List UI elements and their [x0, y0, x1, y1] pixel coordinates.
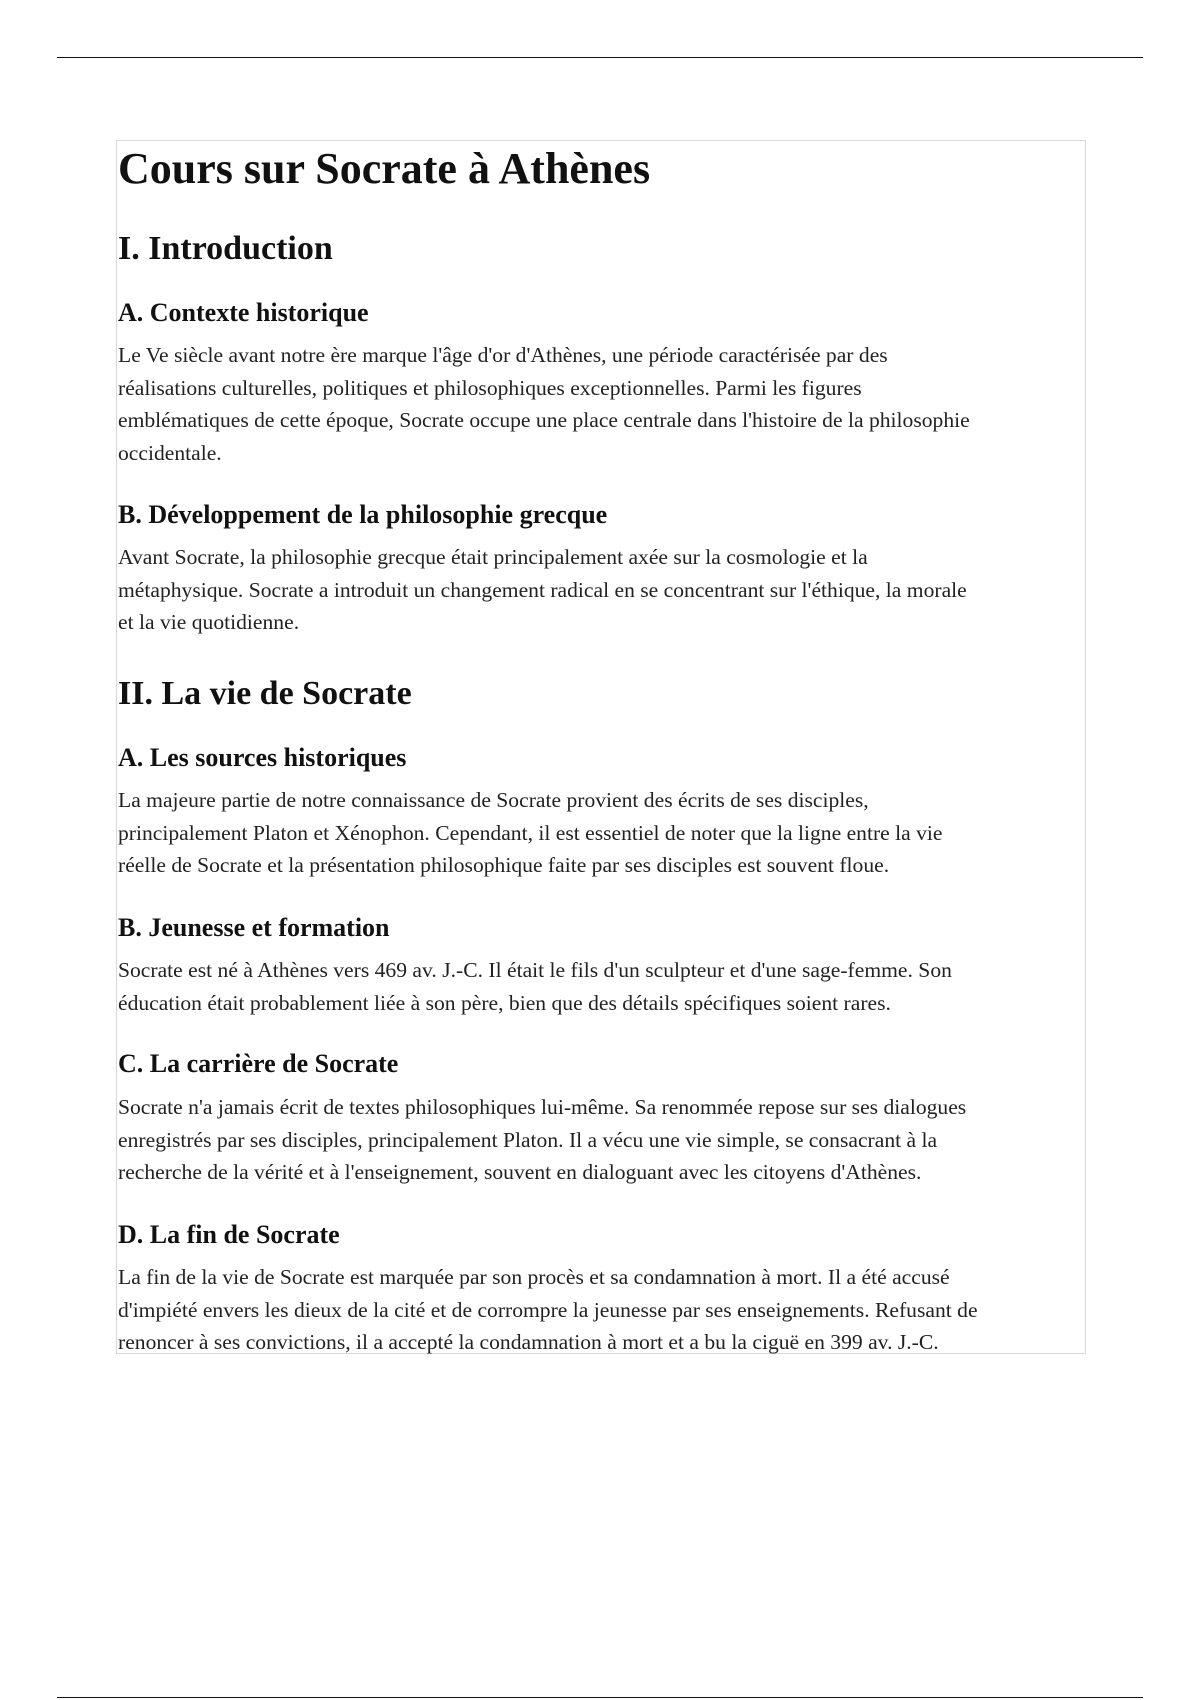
paragraph-line: La majeure partie de notre connaissance de Socrate provient des écrits de ses disciples,: [118, 788, 869, 812]
paragraph-line: métaphysique. Socrate a introduit un changement radical en se concentrant sur l'éthique, la morale: [118, 577, 967, 602]
subsection-heading-sources-historiques: A. Les sources historiques: [118, 743, 407, 772]
subsection-heading-carriere: C. La carrière de Socrate: [118, 1049, 399, 1078]
paragraph-sources-historiques: [118, 784, 1098, 882]
subsection-heading-developpement-philosophie: B. Développement de la philosophie grecque: [118, 500, 608, 529]
paragraph-fin-de-socrate: [118, 1261, 1098, 1359]
paragraph-line: renoncer à ses convictions, il a accepté la condamnation à mort et a bu la ciguë en 399 av. J.-C.: [118, 1330, 939, 1354]
paragraph-line: réelle de Socrate et la présentation philosophique faite par ses disciples est souvent floue.: [118, 853, 890, 877]
paragraph-line: Socrate n'a jamais écrit de textes philosophiques lui-même. Sa renommée repose sur ses dialogues: [118, 1095, 967, 1119]
subsection-heading-fin-de-socrate: D. La fin de Socrate: [118, 1220, 340, 1249]
paragraph-developpement-philosophie: [118, 541, 1098, 639]
section-heading-vie-de-socrate: II. La vie de Socrate: [118, 675, 412, 712]
paragraph-contexte-historique: [118, 339, 1098, 469]
paragraph-line: principalement Platon et Xénophon. Cependant, il est essentiel de noter que la ligne entre la vie: [118, 820, 943, 845]
paragraph-carriere: [118, 1091, 1098, 1189]
paragraph-line: d'impiété envers les dieux de la cité et de corrompre la jeunesse par ses enseignements. Refusant de: [118, 1297, 978, 1322]
paragraph-line: Le Ve siècle avant notre ère marque l'âge d'or d'Athènes, une période caractérisée par des: [118, 343, 888, 367]
paragraph-line: et la vie quotidienne.: [118, 610, 300, 634]
paragraph-line: La fin de la vie de Socrate est marquée par son procès et sa condamnation à mort. Il a été accusé: [118, 1265, 950, 1289]
paragraph-line: occidentale.: [118, 440, 222, 465]
paragraph-line: enregistrés par ses disciples, principalement Platon. Il a vécu une vie simple, se consacrant à la: [118, 1127, 938, 1152]
paragraph-line: emblématiques de cette époque, Socrate occupe une place centrale dans l'histoire de la philosophie: [118, 408, 970, 432]
subsection-heading-jeunesse-formation: B. Jeunesse et formation: [118, 913, 390, 942]
paragraph-jeunesse-formation: [118, 954, 1098, 1019]
paragraph-line: Avant Socrate, la philosophie grecque était principalement axée sur la cosmologie et la: [118, 545, 868, 569]
section-heading-introduction: I. Introduction: [118, 230, 333, 267]
document-frame: [116, 140, 1086, 1354]
page-top-rule: [57, 57, 1143, 58]
document-title: Cours sur Socrate à Athènes: [118, 144, 651, 193]
paragraph-line: réalisations culturelles, politiques et philosophiques exceptionnelles. Parmi les figures: [118, 375, 862, 400]
paragraph-line: Socrate est né à Athènes vers 469 av. J.-C. Il était le fils d'un sculpteur et d'une sage-femme. Son: [118, 958, 952, 982]
subsection-heading-contexte-historique: A. Contexte historique: [118, 298, 369, 327]
paragraph-line: éducation était probablement liée à son père, bien que des détails spécifiques soient rares.: [118, 990, 891, 1015]
paragraph-line: recherche de la vérité et à l'enseignement, souvent en dialoguant avec les citoyens d'Athènes.: [118, 1160, 922, 1184]
page-bottom-rule: [57, 1697, 1143, 1698]
